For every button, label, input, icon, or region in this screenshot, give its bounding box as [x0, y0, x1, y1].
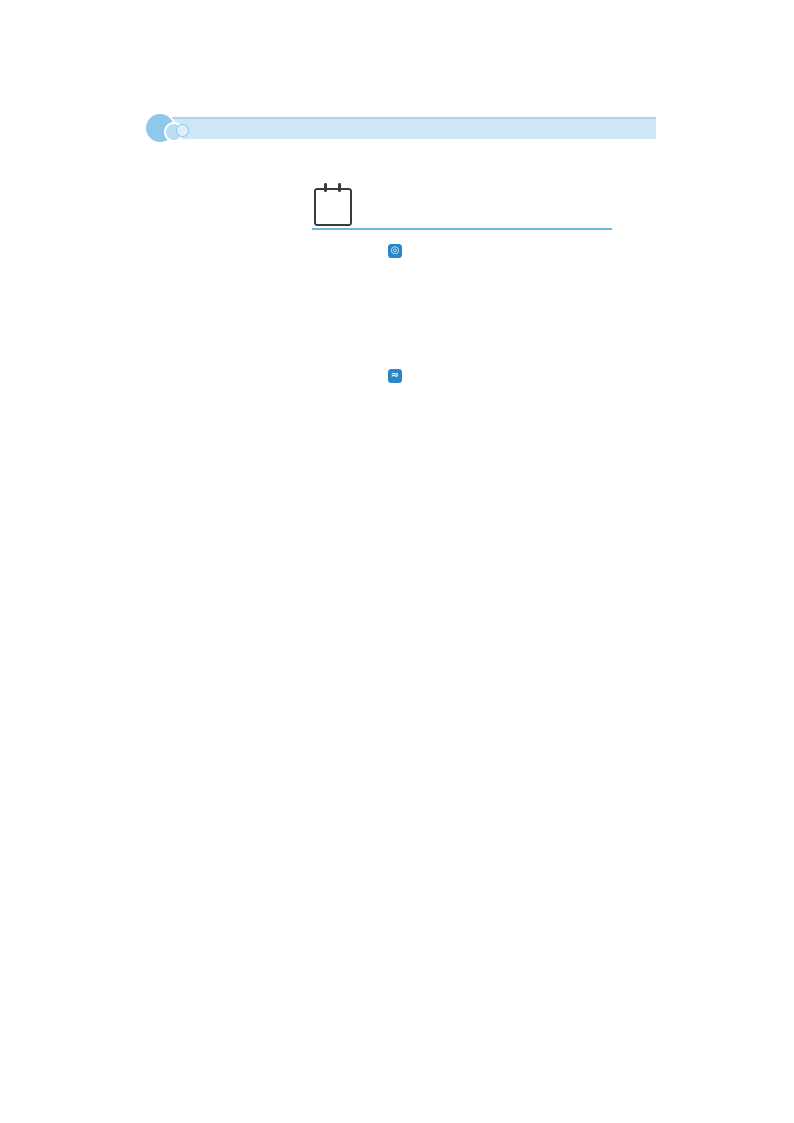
header-band [142, 112, 662, 148]
calendar-icon [314, 188, 352, 226]
goals-heading [0, 243, 794, 261]
lesson-underline [312, 228, 612, 230]
lesson-title [312, 186, 612, 232]
header-bar [160, 117, 656, 139]
decor-circle-small [176, 124, 189, 137]
process-icon: ≈ [388, 369, 402, 383]
target-icon: ◎ [388, 244, 402, 258]
process-heading [0, 368, 794, 386]
